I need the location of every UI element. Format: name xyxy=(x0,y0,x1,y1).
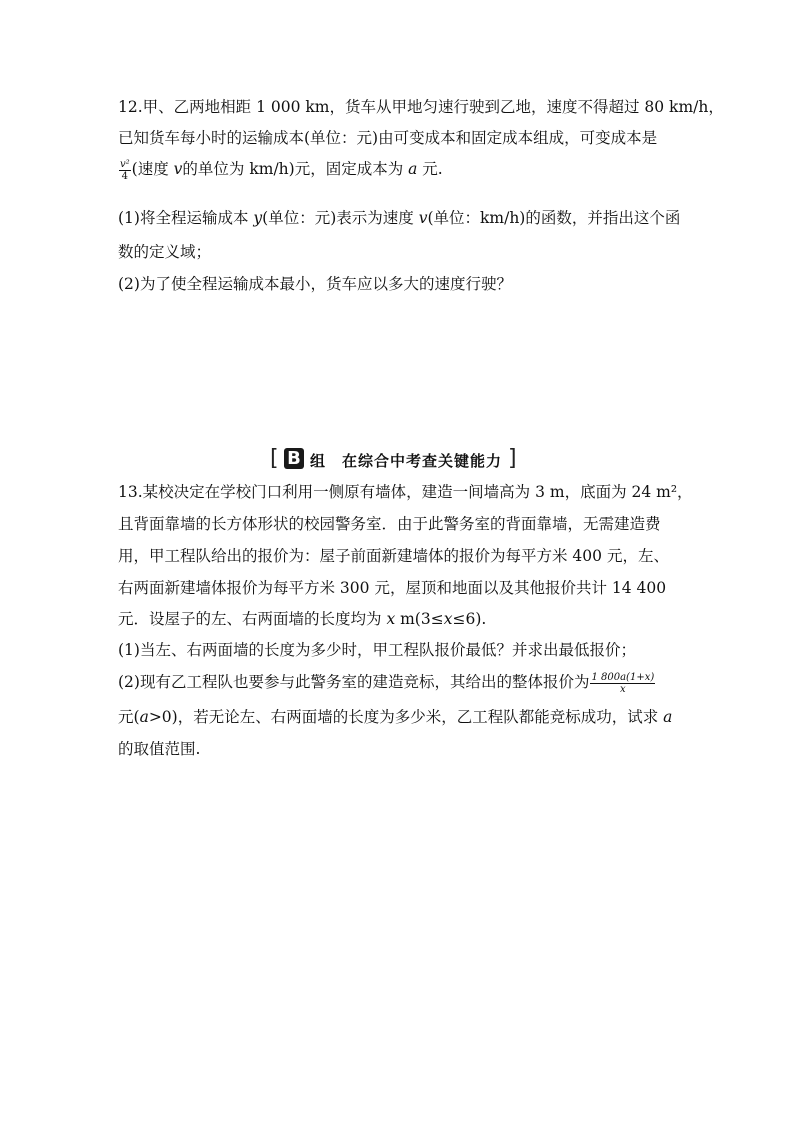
q12-line-1 xyxy=(118,96,724,118)
group-b-badge: B xyxy=(284,448,304,469)
q13-text: 用，甲工程队给出的报价为：屋子前面新建墙体的报价为每平方米 400 元，左、 xyxy=(118,547,669,565)
q12-text: (2)为了使全程运输成本最小，货车应以多大的速度行驶？ xyxy=(118,275,512,293)
q13-text: 13.某校决定在学校门口利用一侧原有墙体，建造一间墙高为 3 m，底面为 24 m²， xyxy=(118,483,693,501)
q13-line-2 xyxy=(118,513,661,535)
q13-text: >0)，若无论左、右两面墙的长度为多少米，乙工程队都能竞标成功，试求 xyxy=(148,708,664,726)
q13-line-5 xyxy=(118,608,486,630)
q13-text: 元．设屋子的左、右两面墙的长度均为 xyxy=(118,610,387,628)
variable-a: a xyxy=(408,160,418,178)
fraction-numerator: 1 800a(1+x) xyxy=(591,671,655,683)
section-title: 组 在综合中考查关键能力 xyxy=(310,452,503,470)
q13-text: m(3≤ xyxy=(395,610,444,628)
variable-v: v xyxy=(418,209,428,227)
q12-sub-1 xyxy=(118,207,680,229)
q13-text: 且背面靠墙的长方体形状的校园警务室．由于此警务室的背面靠墙，无需建造费 xyxy=(118,515,661,533)
q12-text: (1)将全程运输成本 xyxy=(118,209,254,227)
variable-a: a xyxy=(139,708,149,726)
q12-text: (单位：km/h)的函数，并指出这个函 xyxy=(427,209,681,227)
fraction-v2-over-4 xyxy=(119,159,131,182)
fraction-denominator: x xyxy=(620,683,626,695)
q12-text: (速度 xyxy=(131,160,174,178)
q13-line-8 xyxy=(118,706,672,728)
variable-a: a xyxy=(663,708,673,726)
q12-text: 的单位为 km/h)元，固定成本为 xyxy=(182,160,409,178)
q13-text: 右两面新建墙体报价为每平方米 300 元，屋顶和地面以及其他报价共计 14 400 xyxy=(118,579,667,597)
fraction-numerator: v² xyxy=(120,158,130,170)
q13-sub-2 xyxy=(118,671,656,695)
open-bracket: [ xyxy=(270,446,279,471)
fraction-denominator: 4 xyxy=(121,170,129,182)
q12-text: 数的定义域； xyxy=(118,243,212,261)
variable-x: x xyxy=(443,610,453,628)
close-bracket: ] xyxy=(508,446,517,471)
q13-text: 的取值范围. xyxy=(118,740,201,758)
q13-line-4 xyxy=(118,577,666,599)
q12-sub-1-cont xyxy=(118,241,211,263)
fraction-price xyxy=(590,672,655,695)
q13-line-9 xyxy=(118,738,200,760)
variable-x: x xyxy=(386,610,396,628)
q13-text: ≤6). xyxy=(452,610,487,628)
q12-line-2 xyxy=(118,127,657,149)
q13-text: 元( xyxy=(118,708,140,726)
q12-text: 12.甲、乙两地相距 1 000 km，货车从甲地匀速行驶到乙地，速度不得超过 80 km/h， xyxy=(118,98,724,116)
q13-line-3 xyxy=(118,545,669,567)
q13-sub-1 xyxy=(118,639,636,661)
q12-line-3 xyxy=(118,158,443,182)
q13-text: (2)现有乙工程队也要参与此警务室的建造竞标，其给出的整体报价为 xyxy=(118,673,590,691)
q12-sub-2 xyxy=(118,273,512,295)
q12-text: (单位：元)表示为速度 xyxy=(262,209,419,227)
q12-text: 已知货车每小时的运输成本(单位：元)由可变成本和固定成本组成，可变成本是 xyxy=(118,129,658,147)
q13-text: (1)当左、右两面墙的长度为多少时，甲工程队报价最低？并求出最低报价； xyxy=(118,641,636,659)
q12-text: 元. xyxy=(417,160,443,178)
section-header xyxy=(270,446,520,472)
q13-line-1 xyxy=(118,481,693,503)
variable-v: v xyxy=(173,160,183,178)
variable-y: y xyxy=(253,209,263,227)
